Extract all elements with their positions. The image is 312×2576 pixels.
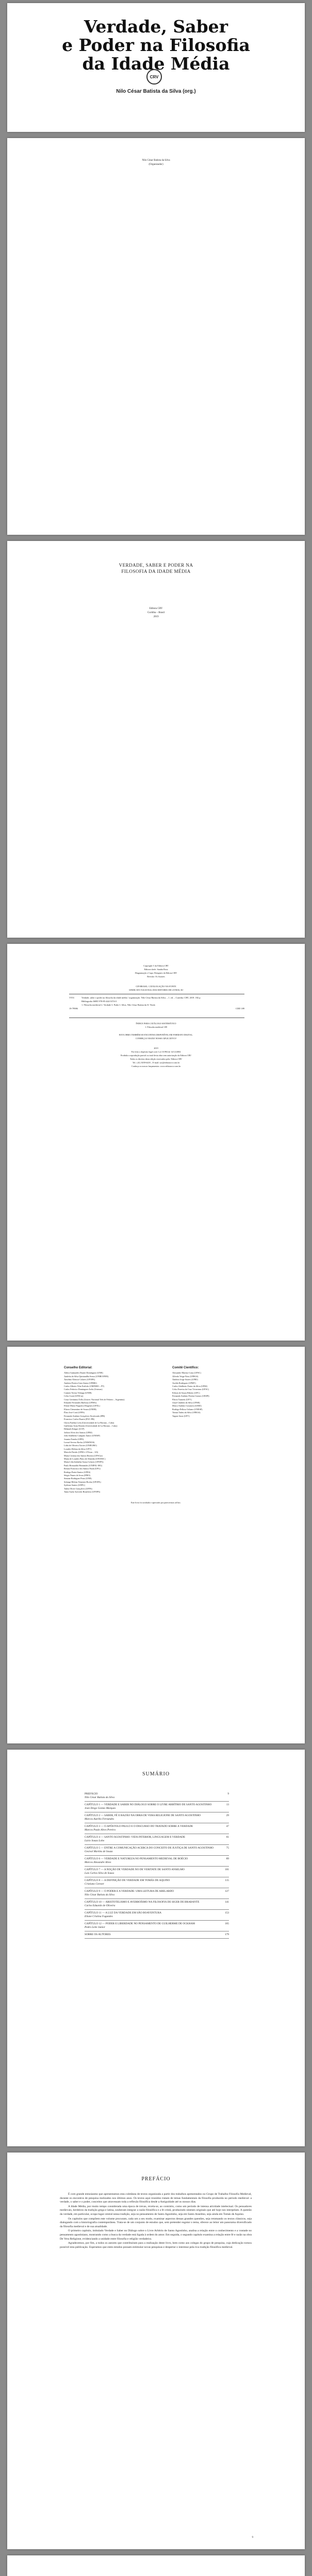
editorial-board-member: Lídia de Oliveira Xavier (UNIEURO): [64, 1444, 97, 1447]
preface-paragraph: A Idade Média, por muito tempo considerada uma época de trevas, revela-se, ao contrário, como um período de intensa atividade intelectual. Os pensadores medievais, herdeiros da tradição grega e latina, souberam integrar a razão filosófica e a fé cristã, produzindo sínteses originais que até hoje nos interpelam. A questão da verdade, em particular, ocupa lugar central nessa tradição, seja no pensamento de Santo Agostinho, seja em Santo Anselmo, seja ainda em Tomás de Aquino.: [60, 2205, 252, 2216]
toc-entry[interactable]: [85, 1888, 229, 1899]
toc-entry-author: Carlos Eduardo de Oliveira: [85, 1904, 116, 1907]
toc-entry[interactable]: [85, 1931, 229, 1939]
editorial-board-member: Carlos Federico Dominguez Avila (Unieuro): [64, 1388, 103, 1391]
scientific-committee-list: [172, 1371, 255, 1418]
preface-paragraph: Os capítulos que compõem este volume procuram, cada um a seu modo, examinar aspectos dessas grandes questões, seja retomando os textos clássicos, seja dialogando com a historiografia contemporânea. Trata-se de um conjunto de estudos que, sem pretender esgotar o tema, oferece ao leitor um panorama diversificado da filosofia medieval e de sua atualidade.: [60, 2217, 252, 2228]
toc-entry-page: 115: [225, 1879, 229, 1882]
app-notice: CONHEÇA E BAIXE NOSSO APLICATIVO!: [135, 1037, 177, 1040]
toc-entry-title: CAPÍTULO 7 — A NOÇÃO DE VERDADE NO DE VERITATE DE SANTO ANSELMO: [85, 1868, 185, 1871]
toc-entry-title: CAPÍTULO 1 — VERDADE E SABER NO DIÁLOGO SOBRE O LIVRE ARBÍTRIO DE SANTO AGOSTINHO: [85, 1803, 212, 1806]
cip-title: CIP-BRASIL. CATALOGAÇÃO-NA-FONTE: [136, 985, 176, 988]
scientific-committee-title: Comitê Científico:: [172, 1366, 199, 1369]
preface-text: [60, 2193, 252, 2250]
rights-website: Conheça os nossos lançamentos: www.editoracrv.com.br: [131, 1065, 181, 1067]
toc-entry-author: Jean Diego Gomes Marques: [85, 1807, 116, 1810]
editorial-board-member: Renato Francisco dos Santos Paula (UFG): [64, 1467, 101, 1470]
editorial-board-member: Tadeu Oliver Gonçalves (UFPA): [64, 1487, 92, 1490]
toc-entry-page: 75: [226, 1846, 229, 1850]
cover-design-line: Diagramação e Capa: Designers da Editora CRV: [135, 972, 177, 974]
editorial-board-member: Andréia da Silva Quintanilha Sousa (UNIR/UFRN): [64, 1375, 109, 1378]
editorial-board-member: Cesar Gerónimo Tello (Univer. Nacional Três de Febrero – Argentina): [64, 1398, 125, 1401]
editorial-board-member: Jailson Alves dos Santos (UFRJ): [64, 1431, 92, 1434]
scientific-committee: [172, 1366, 255, 1418]
toc-entry-author: Marcos Aurélio Fernandes: [85, 1818, 114, 1821]
card-cdd: CDD 189: [236, 1007, 244, 1010]
scientific-committee-member: Marco Antônio Casanova (UERJ): [172, 1404, 202, 1408]
scientific-committee-member: Vagner Sassi (UFV): [172, 1414, 190, 1417]
scientific-committee-member: Alexandre Marino Costa (UFSC): [172, 1371, 201, 1375]
toc-entry-title: SOBRE OS AUTORES: [85, 1933, 111, 1936]
editorial-board-member: Gloria Fariñas León (Universidade de La Havana – Cuba): [64, 1421, 114, 1424]
rights-year: 2019: [154, 1047, 158, 1049]
index-title: ÍNDICE PARA CATÁLOGO SISTEMÁTICO: [136, 1022, 176, 1025]
toc-entry-title: CAPÍTULO 9 — O PODER E A VERDADE: UMA LEITURA DE ABELARDO: [85, 1890, 174, 1893]
title-city: Curitiba – Brasil: [147, 612, 165, 614]
preface-continued-page: [7, 2555, 305, 2576]
toc-entry-author: Pedro Leite Junior: [85, 1926, 105, 1929]
editorial-board-member: Fernando Antônio Gonçalves Alcoforado (IPB): [64, 1414, 105, 1417]
copyright-line: Copyright © da Editora CRV: [143, 964, 169, 967]
toc-entry-title: CAPÍTULO 8 — A DEFINIÇÃO DE VERDADE EM TOMÁS DE AQUINO: [85, 1879, 170, 1882]
cover-title-line: Verdade, Saber: [84, 16, 228, 37]
scientific-committee-member: Josué Cândido da Silva (UFSB): [172, 1401, 200, 1404]
toc-entry[interactable]: [85, 1910, 229, 1921]
toc-page: [7, 1750, 305, 2146]
half-title-role: (Organizador): [149, 163, 163, 166]
toc-entry-author: Nilo César Batista da Silva: [85, 1796, 114, 1799]
toc-entry[interactable]: [85, 1791, 229, 1802]
review-note: Este livro foi avaliado e aprovado por pareceristas ad hoc.: [130, 1501, 182, 1504]
title-publisher: Editora CRV: [149, 607, 163, 610]
cover-title-line: da Idade Média: [82, 54, 230, 74]
toc-entry[interactable]: [85, 1921, 229, 1931]
editorial-board-member: Anselmo Alencar Colares (UFOPA): [64, 1378, 95, 1381]
card-number: 19-79986: [69, 1007, 78, 1010]
editorial-board-title: Conselho Editorial:: [64, 1366, 93, 1369]
scientific-committee-member: Alfredo Veiga-Neto (UFRGS): [172, 1375, 199, 1378]
editorial-board-member: Leonel Severo Rocha (UNISINOS): [64, 1440, 95, 1444]
editorial-board-member: Maria Cristina dos Santos Bezerra (UFSCar): [64, 1454, 103, 1457]
cover-page: [7, 3, 305, 132]
toc-entry-title: CAPÍTULO 6 — VERDADE E NATUREZA NO PENSAMENTO MEDIEVAL DE BOÉCIO: [85, 1857, 188, 1860]
digital-notice: ESTA OBRA TAMBÉM SE ENCONTRA DISPONÍVEL EM FORMATO DIGITAL.: [119, 1033, 193, 1036]
toc-entry-page: 141: [225, 1901, 229, 1904]
title-page: [7, 541, 305, 938]
editor-line: Editora-chefe: Sandra Rosa: [144, 968, 168, 971]
editorial-board-member: Sydione Santos (UEPG): [64, 1484, 85, 1487]
preface-paragraph: Agradecemos, por fim, a todos os autores que contribuíram para a realização deste livro, bem como aos colegas do grupo de pesquisa, cuja dedicação tornou possível esta publicação. Esperamos que estes estudos possam estimular novas pesquisas e despertar o interesse pela rica tradição filosófica medieval.: [60, 2242, 252, 2249]
copyright-page: [7, 944, 305, 1341]
scientific-committee-member: Aroldo Rodrigues (UFMT): [172, 1381, 196, 1384]
publisher-logo-text: CRV: [150, 74, 159, 79]
editorial-board-member: Helmuth Krüger (UCP): [64, 1428, 85, 1431]
preface-page: [7, 2153, 305, 2549]
half-title-author: Nilo César Batista da Silva: [142, 159, 170, 162]
toc-entry-page: 127: [225, 1890, 229, 1893]
editorial-board-member: Élsio José Corá (UFFS): [64, 1411, 85, 1414]
editorial-board-member: Carmen Tereza Velanga (UNIR): [64, 1391, 92, 1394]
toc-entry-title: CAPÍTULO 12 — PODER E LIBERDADE NO PENSAMENTO DE GUILHERME DE OCKHAM: [85, 1922, 195, 1925]
toc-entry-page: 165: [225, 1922, 229, 1925]
toc-entry-author: Luis Carlos Silva de Sousa: [85, 1872, 114, 1875]
editorial-board-member: Aldira Guimarães Duarte Domínguez (UNB): [64, 1371, 103, 1375]
editorial-board-member: Carlos Alberto Vilar Estêvão (UMINHO – PT): [64, 1385, 105, 1388]
toc-entry-title: CAPÍTULO 11 — A LUZ DA VERDADE EM SÃO BOAVENTURA: [85, 1911, 161, 1914]
toc-entry[interactable]: [85, 1856, 229, 1867]
toc-entry[interactable]: [85, 1802, 229, 1812]
toc-entry[interactable]: [85, 1877, 229, 1888]
toc-entry[interactable]: [85, 1867, 229, 1877]
toc-entry[interactable]: [85, 1899, 229, 1910]
catalog-card: [69, 996, 244, 1011]
editorial-board-member: Josania Portela (UFPI): [64, 1437, 84, 1440]
cip-subtitle: SINDICATO NACIONAL DOS EDITORES DE LIVROS, RJ: [129, 989, 183, 991]
toc-entry-page: 101: [225, 1868, 229, 1871]
revision-line: Revisão: Os Autores: [147, 975, 165, 978]
card-code: V553: [69, 996, 74, 999]
toc-entry-author: Nilo César Batista da Silva: [85, 1893, 114, 1896]
toc-entry[interactable]: [85, 1834, 229, 1845]
rights-reserved: Todos os direitos desta edição reservados pela: Editora CRV: [129, 1058, 182, 1060]
editorial-board-member: João Adalberto Campato Junior (UNESP): [64, 1434, 101, 1437]
editorial-board-member: Maria Lília Imbiriba Sousa Colares (UFOPA): [64, 1461, 104, 1464]
editorial-board-member: Guillermo Arias Beatón (Universidade de La Havana – Cuba): [64, 1424, 118, 1427]
editorial-board-member: Elione Maria Nogueira Diogenes (UFAL): [64, 1404, 100, 1408]
cover-author: Nilo César Batista da Silva (org.): [116, 89, 196, 94]
scientific-committee-member: Tomaz Tadeu da Silva (UFRGS): [172, 1411, 201, 1414]
scientific-committee-member: Carlos Adalberto Farias da Silva (UFRJ): [172, 1385, 208, 1388]
editorial-board-member: Solange Helena Ximenes-Rocha (UFOPA): [64, 1480, 101, 1483]
title-year: 2019: [153, 616, 159, 618]
toc-list: [85, 1791, 229, 1939]
toc-entry-page: 61: [226, 1836, 229, 1839]
toc-title: SUMÁRIO: [142, 1771, 170, 1777]
publisher-logo: [146, 69, 162, 84]
editorial-board-member: Maria de Lourdes Pinto de Almeida (UNOESC): [64, 1457, 106, 1460]
toc-entry[interactable]: [85, 1823, 229, 1834]
editorial-board-member: Simone Rodrigues Pinto (UNB): [64, 1477, 92, 1480]
cover-title: [7, 18, 305, 73]
card-isbn: Bibliografia ISBN 978-85-444-3374-0: [81, 1000, 117, 1003]
page-number: 9: [252, 2536, 253, 2539]
title-line-1: VERDADE, SABER E PODER NA: [119, 563, 193, 568]
toc-entry-author: Cristiano Cerezer: [85, 1883, 104, 1886]
toc-entry-author: Lúcio Souza Lobo: [85, 1839, 105, 1842]
cover-title-line: e Poder na Filosofia: [62, 35, 250, 55]
editorial-board-member: Rodrigo Pratte-Santos (UFES): [64, 1470, 91, 1473]
toc-entry-page: 153: [225, 1911, 229, 1914]
toc-entry-page: 179: [225, 1933, 229, 1936]
editorial-board-member: Eduardo Fernandes Barbosa (UFMG): [64, 1401, 97, 1404]
editorial-board-member: Lourdes Helena da Silva (UFV): [64, 1447, 92, 1450]
scientific-committee-member: Rodrigo Pelloso Gelamo (UNESP): [172, 1408, 203, 1411]
toc-entry-page: 29: [226, 1814, 229, 1817]
editorial-board-member: Francisco Carlos Duarte (PUC-PR): [64, 1418, 95, 1421]
scientific-committee-member: Antônio Jorge Soares (UFRJ): [172, 1378, 198, 1381]
boards-page: [7, 1347, 305, 1743]
rights-deposit: Foi feito o depósito legal conf. Lei 10.994 de 14/12/2004: [131, 1050, 181, 1053]
scientific-committee-member: Fernando Antônio Pereira Gomes (UESPI): [172, 1395, 209, 1398]
editorial-board-member: Marcelo Paixão (UFRJ e UTexas – US): [64, 1451, 98, 1454]
editorial-board: [64, 1366, 162, 1494]
toc-entry-title: CAPÍTULO 10 — ARISTOTELISMO E AVERROÍSMO NA FILOSOFIA DE SIGER DE BRABANTE: [85, 1901, 200, 1904]
toc-entry[interactable]: [85, 1845, 229, 1856]
half-title-page: [7, 138, 305, 535]
scientific-committee-member: Celso Ferreira da Cruz Victoriano (UFSC): [172, 1388, 209, 1391]
toc-entry-page: 47: [226, 1825, 229, 1828]
index-line: 1. Filosofia medieval 189: [145, 1026, 167, 1028]
toc-entry-page: 13: [226, 1803, 229, 1806]
toc-entry[interactable]: [85, 1812, 229, 1823]
card-title: Verdade, saber e poder na filosofia da idade média / organização: Nilo César Batista da Silva. – 1. ed. – Curitiba: CRV, 2019. 182 p.: [81, 996, 201, 999]
toc-entry-title: CAPÍTULO 4 — SANTO AGOSTINHO: VIDA INTERIOR, LINGUAGEM E VERDADE: [85, 1836, 186, 1839]
toc-entry-title: CAPÍTULO 2 — SABER, FÉ E RAZÃO NA OBRA DE VERA RELIGIONE DE SANTO AGOSTINHO: [85, 1814, 201, 1817]
card-subjects: 1. Filosofia medieval 2. Verdade 3. Poder I. Silva, Nilo César Batista da II. Título: [81, 1004, 155, 1006]
toc-entry-title: PREFÁCIO: [85, 1792, 98, 1795]
editorial-board-member: Celso Conti (UFSCar): [64, 1395, 84, 1398]
editorial-board-list: [64, 1371, 162, 1494]
preface-title: PREFÁCIO: [141, 2176, 171, 2182]
editorial-board-member: Sérgio Nunes de Jesus (IFRO): [64, 1474, 90, 1477]
title-line-2: FILOSOFIA DA IDADE MÉDIA: [121, 569, 191, 574]
toc-entry-author: Gesival Martins de Souza: [85, 1850, 113, 1853]
toc-entry-page: 89: [226, 1857, 229, 1860]
editorial-board-member: Elizeu Clementino de Souza (UNEB): [64, 1408, 96, 1411]
editorial-board-member: Antônio Pereira Gaio Júnior (UFRRJ): [64, 1381, 97, 1384]
editorial-board-member: Paulo Romualdo Hernandes (UNIFAL-MG): [64, 1464, 103, 1467]
editorial-board-member: Tania Suely Azevedo Brasileiro (UFOPA): [64, 1490, 101, 1494]
rights-contact: Tel.: (41) 3039-6418 – E-mail: sac@editoracrv.com.br: [132, 1061, 180, 1064]
scientific-committee-member: Flávio Tonnetti (UFV): [172, 1398, 192, 1401]
preface-paragraph: É com grande entusiasmo que apresentamos esta coletânea de textos organizada a partir dos trabalhos apresentados no Grupo de Trabalho Filosofia Medieval, durante os encontros de pesquisa realizados nos últimos anos. Os textos aqui reunidos tratam de temas fundamentais da filosofia produzida no período medieval: a verdade, o saber e o poder, conceitos que atravessam toda a reflexão filosófica desde a Antiguidade até os nossos dias.: [60, 2193, 252, 2204]
scientific-committee-member: Edison de Souza Ribeiro (UFC): [172, 1391, 200, 1394]
toc-entry-author: Eliane Cristina Fagundes: [85, 1915, 113, 1918]
toc-entry-author: Marcos Alexandre Alves: [85, 1861, 111, 1864]
toc-entry-author: Marcos Paulo Alves Pereira: [85, 1828, 116, 1832]
preface-paragraph: O primeiro capítulo, intitulado Verdade e Saber no Diálogo sobre o Livre Arbítrio de Santo Agostinho, analisa a relação entre o conhecimento e a vontade no pensamento agostiniano, mostrando como a busca da verdade está ligada à ordem do amor. Em seguida, o segundo capítulo examina a relação entre fé e razão na obra De Vera Religione, evidenciando a unidade entre filosofia e religião verdadeira.: [60, 2229, 252, 2241]
toc-entry-title: CAPÍTULO 3 — O APÓSTOLO PAULO E O DISCURSO DO TRATADO SOBRE A VERDADE: [85, 1825, 193, 1828]
rights-prohibited: Proibida a reprodução parcial ou total desta obra sem autorização da Editora CRV: [120, 1054, 192, 1057]
toc-entry-title: CAPÍTULO 5 — ENTRE A COMUNICAÇÃO ACERCA DO CONCEITO DE JUSTIÇA DE SANTO AGOSTINHO: [85, 1846, 214, 1850]
toc-entry-page: 9: [227, 1792, 229, 1795]
